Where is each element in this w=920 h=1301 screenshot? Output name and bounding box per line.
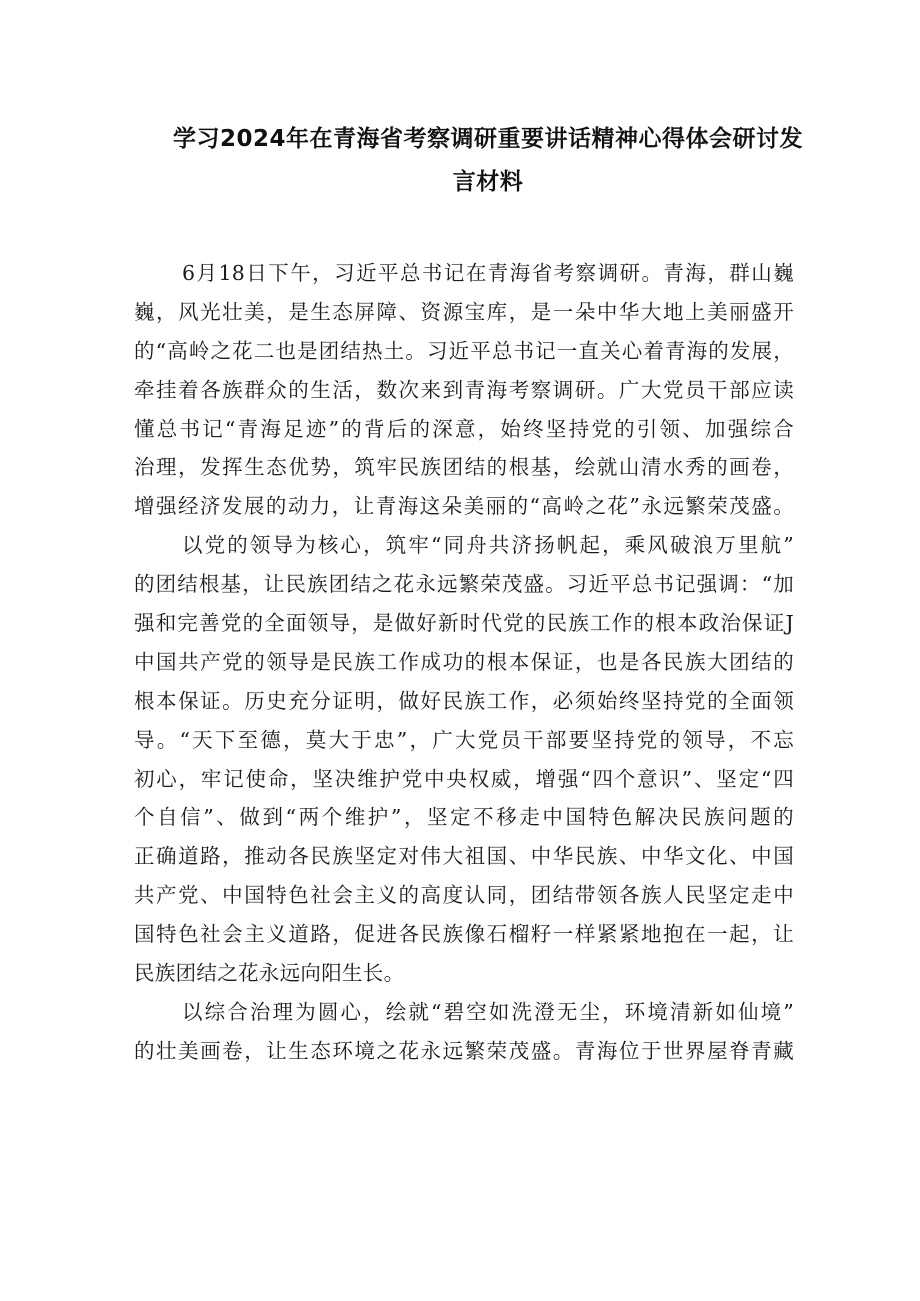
text-line: 的壮美画卷，让生态环境之花永远繁荣茂盛。青海位于世界屋脊青藏 [134,1038,794,1063]
text-line: 民族团结之花永远向阳生长。 [134,961,405,986]
document-title [168,118,808,204]
text-line: 以党的领导为核心，筑牢“同舟共济扬帆起，乘风破浪万里航” [182,533,794,558]
text-line: 根本保证。历史充分证明，做好民族工作，必须始终坚持党的全面领 [134,688,794,713]
paragraph-1 [134,254,794,526]
text-line: 增强经济发展的动力，让青海这朵美丽的“高岭之花”永远繁荣茂盛。 [134,494,794,519]
text-line: 6月18日下午，习近平总书记在青海省考察调研。青海，群山巍 [182,261,794,285]
text-line: 共产党、中国特色社会主义的高度认同，团结带领各族人民坚定走中 [134,883,794,908]
text-line: 个自信”、做到“两个维护”，坚定不移走中国特色解决民族问题的 [134,805,794,830]
title-line: 学习2024年在青海省考察调研重要讲话精神心得体会研讨发 [172,126,803,152]
text-line: 巍，风光壮美，是生态屏障、资源宝库，是一朵中华大地上美丽盛开 [134,299,794,324]
text-line: 国特色社会主义道路，促进各民族像石榴籽一样紧紧地抱在一起，让 [134,922,794,947]
document-body [134,254,794,1071]
paragraph-3 [134,993,794,1071]
text-line: 中国共产党的领导是民族工作成功的根本保证，也是各民族大团结的 [134,649,794,674]
paragraph-2 [134,526,794,993]
text-line: 以综合治理为圆心，绘就“碧空如洗澄无尘，环境清新如仙境” [182,999,794,1024]
text-line: 懂总书记“青海足迹”的背后的深意，始终坚持党的引领、加强综合 [134,416,794,441]
text-line: 正确道路，推动各民族坚定对伟大祖国、中华民族、中华文化、中国 [134,844,794,869]
text-line: 初心，牢记使命，坚决维护党中央权威，增强“四个意识”、坚定“四 [134,766,794,791]
text-line: 强和完善党的全面领导，是做好新时代党的民族工作的根本政治保证J [134,611,794,636]
title-line: 言材料 [452,169,524,195]
text-line: 导。“天下至德，莫大于忠”，广大党员干部要坚持党的领导，不忘 [134,727,794,752]
text-line: 的“高岭之花二也是团结热土。习近平总书记一直关心着青海的发展， [134,338,794,363]
text-line: 牵挂着各族群众的生活，数次来到青海考察调研。广大党员干部应读 [134,377,794,402]
text-line: 治理，发挥生态优势，筑牢民族团结的根基，绘就山清水秀的画卷， [134,455,794,480]
text-line: 的团结根基，让民族团结之花永远繁荣茂盛。习近平总书记强调：“加 [134,572,794,597]
